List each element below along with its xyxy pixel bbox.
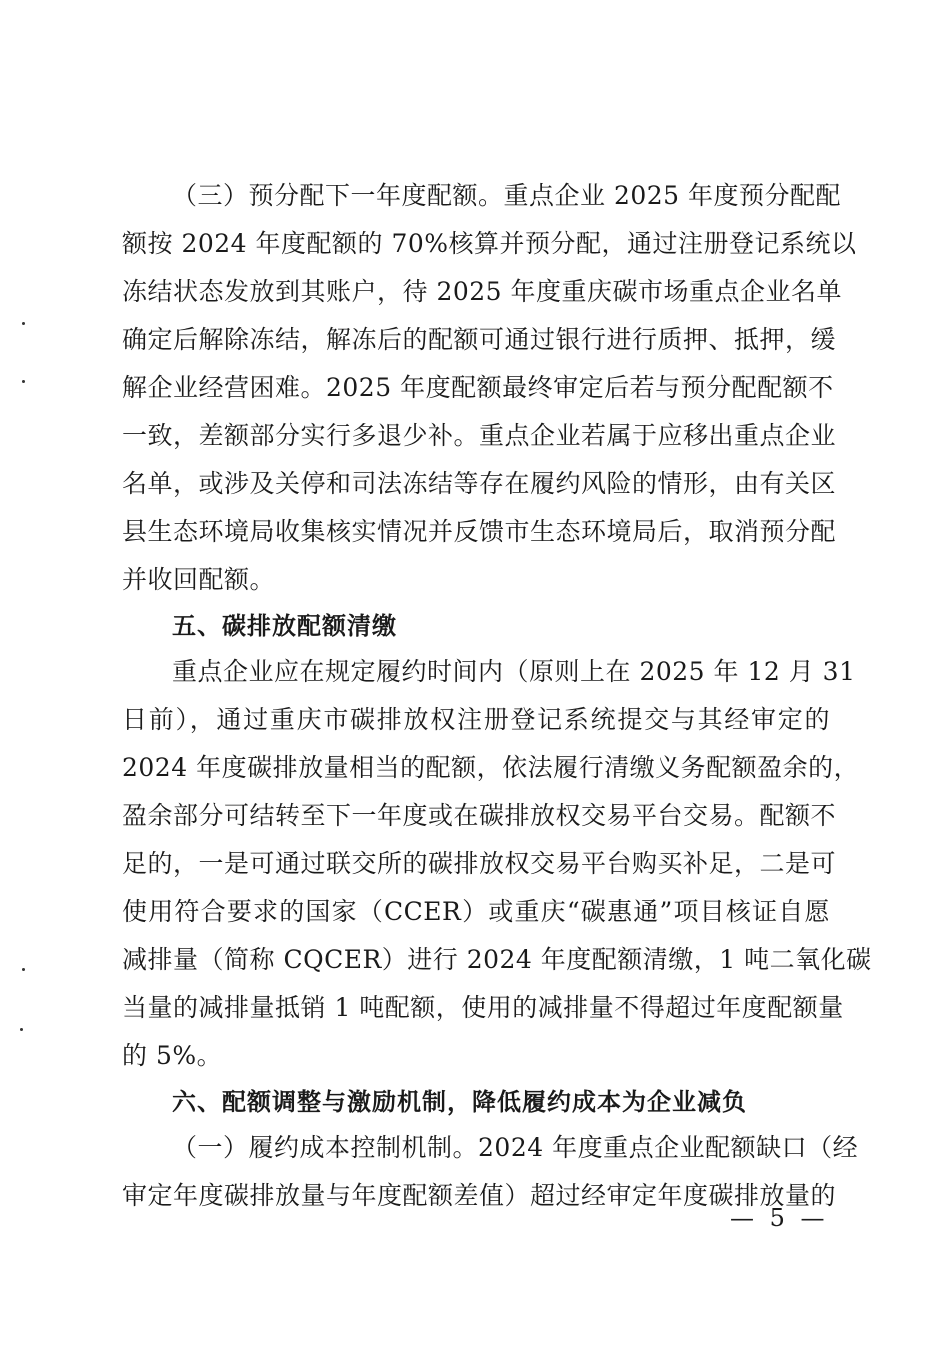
paragraph-line: 审定年度碳排放量与年度配额差值）超过经审定年度碳排放量的 <box>122 1181 837 1210</box>
paragraph-line: 重点企业应在规定履约时间内（原则上在 2025 年 12 月 31 <box>172 657 856 686</box>
section-heading: 五、碳排放配额清缴 <box>172 612 397 640</box>
paragraph-line: 盈余部分可结转至下一年度或在碳排放权交易平台交易。配额不 <box>122 801 837 830</box>
paragraph-line: 并收回配额。 <box>122 565 276 594</box>
page-number: — 5 — <box>730 1204 829 1232</box>
paragraph-line: 的 5%。 <box>122 1041 223 1070</box>
paragraph-line: 日前），通过重庆市碳排放权注册登记系统提交与其经审定的 <box>122 705 830 734</box>
scan-speck <box>22 322 25 325</box>
scan-speck <box>22 380 25 383</box>
paragraph-line: 名单，或涉及关停和司法冻结等存在履约风险的情形，由有关区 <box>122 469 837 498</box>
paragraph-line: 额按 2024 年度配额的 70%核算并预分配，通过注册登记系统以 <box>122 229 857 258</box>
paragraph-line: （一）履约成本控制机制。2024 年度重点企业配额缺口（经 <box>172 1133 859 1162</box>
paragraph-line: 冻结状态发放到其账户，待 2025 年度重庆碳市场重点企业名单 <box>122 277 843 306</box>
paragraph-line: 县生态环境局收集核实情况并反馈市生态环境局后，取消预分配 <box>122 517 837 546</box>
scan-speck <box>20 1028 23 1031</box>
paragraph-line: 解企业经营困难。2025 年度配额最终审定后若与预分配配额不 <box>122 373 834 402</box>
paragraph-line: 当量的减排量抵销 1 吨配额，使用的减排量不得超过年度配额量 <box>122 993 844 1022</box>
paragraph-line: （三）预分配下一年度配额。重点企业 2025 年度预分配配 <box>172 181 842 210</box>
paragraph-line: 使用符合要求的国家（CCER）或重庆“碳惠通”项目核证自愿 <box>122 897 830 926</box>
paragraph-line: 足的，一是可通过联交所的碳排放权交易平台购买补足，二是可 <box>122 849 837 878</box>
scan-speck <box>22 968 25 971</box>
paragraph-line: 一致，差额部分实行多退少补。重点企业若属于应移出重点企业 <box>122 421 837 450</box>
paragraph-line: 减排量（简称 CQCER）进行 2024 年度配额清缴，1 吨二氧化碳 <box>122 945 872 974</box>
paragraph-line: 确定后解除冻结，解冻后的配额可通过银行进行质押、抵押，缓 <box>122 325 837 354</box>
section-heading: 六、配额调整与激励机制，降低履约成本为企业减负 <box>172 1088 747 1116</box>
paragraph-line: 2024 年度碳排放量相当的配额，依法履行清缴义务配额盈余的， <box>122 753 860 782</box>
